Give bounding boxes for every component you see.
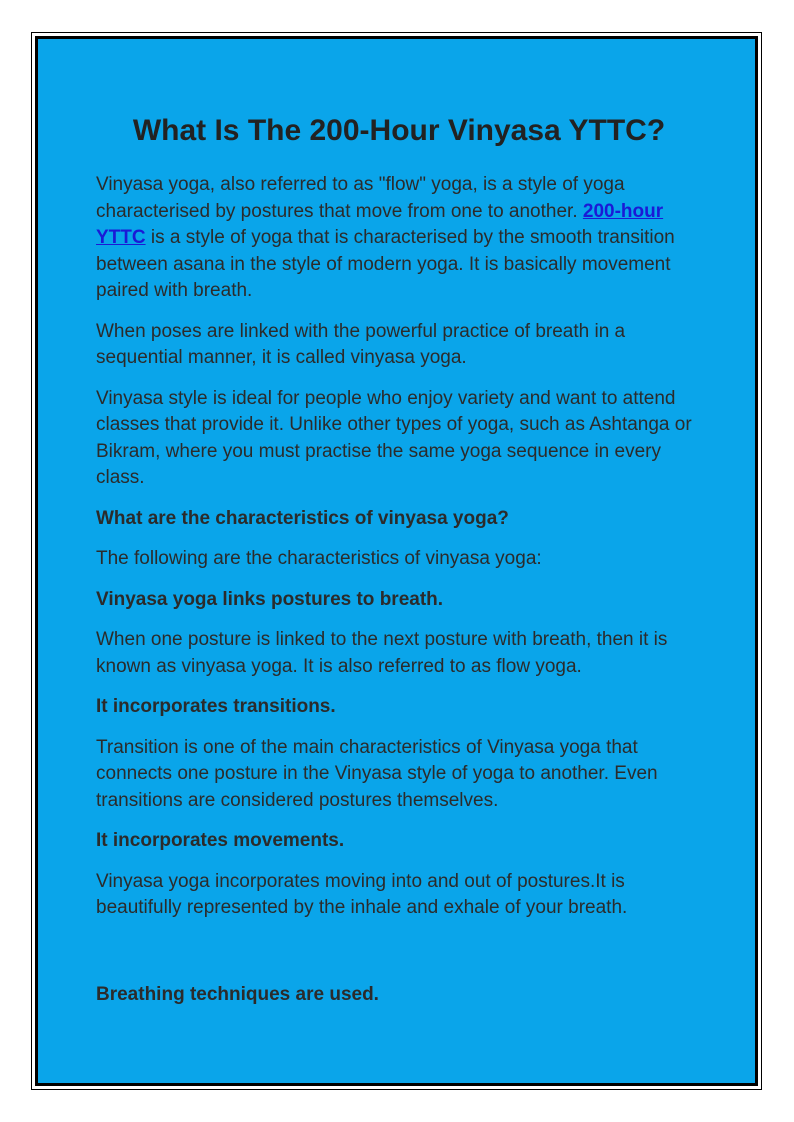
heading-transitions: It incorporates transitions. [96, 696, 336, 717]
paragraph-links: When one posture is linked to the next posture with breath, then it is known as vinyasa yoga. It is also referred to as flow yoga. [96, 629, 668, 677]
article-content [96, 110, 706, 1022]
heading-links-breath: Vinyasa yoga links postures to breath. [96, 588, 444, 610]
paragraph-style: Vinyasa style is ideal for people who enjoy variety and want to attend classes that provide it. Unlike other types of yoga, such as Ashtanga or Bikram, where you must practise the same yoga sequence in every class. [96, 387, 692, 488]
page-title: What Is The 200-Hour Vinyasa YTTC? [132, 114, 666, 147]
intro-paragraph [96, 172, 706, 305]
heading-characteristics: What are the characteristics of vinyasa yoga? [96, 507, 509, 529]
heading-movements: It incorporates movements. [96, 830, 345, 851]
intro-text-a: Vinyasa yoga, also referred to as "flow" yoga, is a style of yoga characterised by postures that move from one to another. [96, 174, 625, 222]
yttc-link[interactable]: 200-hour YTTC [96, 200, 664, 248]
heading-breathing: Breathing techniques are used. [96, 983, 379, 1005]
paragraph-following: The following are the characteristics of vinyasa yoga: [96, 548, 542, 569]
intro-text-b: is a style of yoga that is characterised by the smooth transition between asana in the style of modern yoga. It is basically movement paired with breath. [96, 227, 675, 301]
paragraph-poses: When poses are linked with the powerful practice of breath in a sequential manner, it is called vinyasa yoga. [96, 320, 626, 368]
paragraph-movements: Vinyasa yoga incorporates moving into and out of postures.It is beautifully represented by the inhale and exhale of your breath. [96, 870, 628, 918]
paragraph-transitions: Transition is one of the main characteristics of Vinyasa yoga that connects one posture in the Vinyasa style of yoga to another. Even transitions are considered postures themselves. [96, 736, 658, 811]
spacer [96, 936, 706, 982]
